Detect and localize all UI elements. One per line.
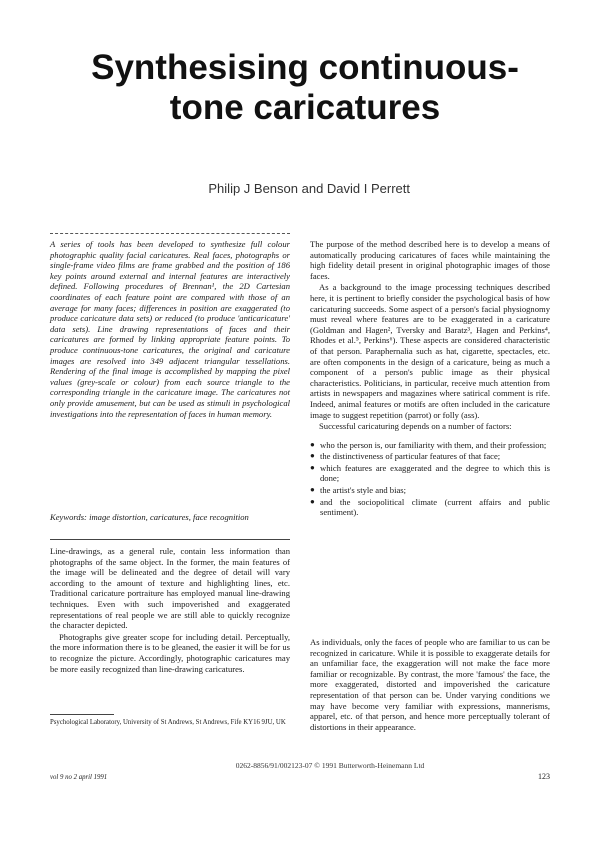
affiliation-footnote: Psychological Laboratory, University of St Andrews, St Andrews, Fife KY16 9JU, UK <box>50 719 286 726</box>
author-line: Philip J Benson and David I Perrett <box>208 181 410 196</box>
footnote-rule <box>50 714 114 715</box>
abstract <box>50 239 290 419</box>
list-item: ● the artist's style and bias; <box>310 485 407 496</box>
list-item: ● which features are exaggerated and the degree to which this is done; <box>310 462 550 484</box>
abstract-bottom-rule <box>50 539 290 540</box>
paragraph: As individuals, only the faces of people who are familiar to us can be recognized in caricature. While it is possible to exaggerate details for an unfamiliar face, the exaggeration will not make the face more familiar or recognizable. By contrast, the more 'famous' the face, the more exaggerated, distorted and impoverished the caricature representation of that person can be. Under varying conditions we may have become very familiar with expressions, mannerisms, apparel, etc. of that person, and hence more perceptually tolerant of distortions in their appearance. <box>310 637 550 732</box>
factor-list <box>310 440 550 518</box>
right-column-body-continued <box>310 637 550 732</box>
abstract-top-rule <box>50 233 290 234</box>
paragraph: The purpose of the method described here is to develop a means of automatically producing caricatures of faces while maintaining the high fidelity detail present in original photographic images of those faces. <box>310 239 550 281</box>
paragraph: Photographs give greater scope for including detail. Perceptually, the more information there is to be gleaned, the easier it will be for us to recognize the picture. Accordingly, photographic caricatures may be more easily recognized than line-drawing caricatures. <box>50 631 290 674</box>
bullet-icon: ● <box>310 485 315 495</box>
bullet-icon: ● <box>310 496 315 506</box>
paragraph: Successful caricaturing depends on a number of factors: <box>319 421 512 432</box>
bullet-icon: ● <box>310 439 315 449</box>
paper-title: Synthesising continuous-tone caricatures <box>91 48 519 127</box>
right-column-body <box>310 239 550 530</box>
paragraph: As a background to the image processing techniques described here, it is pertinent to briefly consider the psychological basis of how caricaturing succeeds. Some aspect of a person's facial physiognomy must reveal where features are to be exaggerated in a caricature (Goldman and Hagen², Tversky and Baratz³, Hagen and Perkins⁴, Rhodes et al.⁵, Perkins⁶). These aspects are considered characteristic of that person. Paraphernalia such as hat, cigarette, spectacles, etc. are often components in the design of a caricature, being as much a component of a person's public image as their physical characteristics. Politicians, in particular, receive much attention from artists in newspapers and magazines where satirical comment is rife. Indeed, animal features or motifs are often included in the caricature image to suggest repetition (parrot) or folly (ass). <box>310 282 550 420</box>
page-number: 123 <box>538 772 550 781</box>
left-column-body <box>50 546 290 674</box>
paragraph: Line-drawings, as a general rule, contain less information than photographs of the same object. In the former, the main features of the image will be delineated and the degree of detail will vary according to the amount of texture and highlighting lines, etc. Traditional caricature portraiture has employed manual line-drawing techniques. Even with such impoverished and exaggerated representations of real people we are still able to quickly recognize the character depicted. <box>50 546 290 631</box>
list-item: ● who the person is, our familiarity with them, and their profession; <box>310 439 547 450</box>
keywords: Keywords: image distortion, caricatures, face recognition <box>50 512 249 522</box>
bullet-icon: ● <box>310 462 315 472</box>
list-item: ● the distinctiveness of particular features of that face; <box>310 451 501 462</box>
journal-reference: vol 9 no 2 april 1991 <box>50 774 108 781</box>
bullet-icon: ● <box>310 451 315 461</box>
copyright-line: 0262-8856/91/002123-07 © 1991 Butterworth-Heinemann Ltd <box>235 761 425 770</box>
abstract-text: A series of tools has been developed to synthesize full colour photographic quality facial caricatures. Real faces, photographs or single-frame video films are frame grabbed and the position of 186 key points around external and internal features are interactively defined. Following procedures of Brennan¹, the 2D Cartesian coordinates of each feature point are compared with those of an average for many faces; differences in position are exaggerated (to produce caricature data sets) or reduced (to produce 'anticaricature' data sets). Line drawing representations of faces and their caricatures are formed by linking appropriate feature points. To produce continuous-tone caricatures, the original and caricature images are resolved into 349 adjacent triangular tessellations. Rendering of the final image is accomplished by mapping the pixel values (grey-scale or colour) from each source triangle to the corresponding triangle in the caricature image. The caricatures not only provide amusement, but can be used as stimuli in psychological investigations into the representation of faces in human memory. <box>50 239 290 419</box>
list-item: ● and the sociopolitical climate (current affairs and public sentiment). <box>310 496 550 518</box>
